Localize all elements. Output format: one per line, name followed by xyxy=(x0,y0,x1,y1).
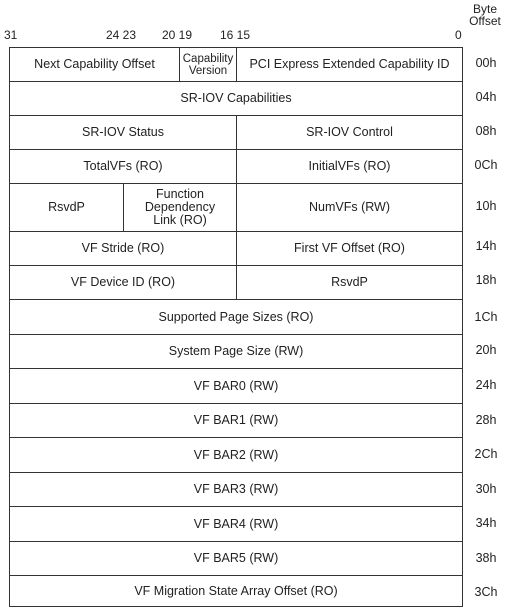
byte-offset-18h: 18h xyxy=(475,273,497,287)
sr-iov-control-field: SR-IOV Control xyxy=(236,116,462,149)
register-row-14h xyxy=(10,232,462,266)
register-row-34h xyxy=(10,507,462,542)
byte-offset-00h: 00h xyxy=(475,56,497,70)
byte-offset-14h: 14h xyxy=(475,239,497,253)
byte-offset-24h: 24h xyxy=(475,378,497,392)
vf-bar0-field: VF BAR0 (RW) xyxy=(193,378,279,393)
vf-bar1-field: VF BAR1 (RW) xyxy=(193,413,279,427)
bit-label-0: 0 xyxy=(455,28,462,42)
byte-offset-1ch: 1Ch xyxy=(474,310,498,324)
first-vf-offset-field: First VF Offset (RO) xyxy=(236,232,462,265)
register-row-2ch xyxy=(10,438,462,473)
register-row-1ch xyxy=(10,300,462,335)
pcie-extended-capability-id-field: PCI Express Extended Capability ID xyxy=(236,48,462,81)
byte-offset-30h: 30h xyxy=(475,482,497,496)
byte-offset-20h: 20h xyxy=(475,343,497,357)
register-row-18h xyxy=(10,266,462,300)
register-row-38h xyxy=(10,542,462,576)
register-row-24h xyxy=(10,369,462,404)
byte-offset-header-line2: Offset xyxy=(469,14,501,28)
vf-bar3-field: VF BAR3 (RW) xyxy=(193,482,279,496)
function-dependency-link-field: Function Dependency Link (RO) xyxy=(123,184,236,231)
system-page-size-field: System Page Size (RW) xyxy=(168,344,304,358)
bit-label-24-23: 24 23 xyxy=(106,28,137,42)
sr-iov-capabilities-field: SR-IOV Capabilities xyxy=(180,91,292,105)
vf-bar5-field: VF BAR5 (RW) xyxy=(193,551,279,565)
register-row-28h xyxy=(10,404,462,438)
byte-offset-38h: 38h xyxy=(475,551,497,565)
vf-bar4-field: VF BAR4 (RW) xyxy=(193,516,279,531)
byte-offset-0ch: 0Ch xyxy=(474,158,498,172)
register-row-20h xyxy=(10,335,462,369)
vf-stride-field: VF Stride (RO) xyxy=(81,241,165,255)
register-row-08h xyxy=(10,116,462,150)
byte-offset-08h: 08h xyxy=(475,124,497,138)
byte-offset-header-line1: Byte xyxy=(472,2,497,16)
register-row-00h xyxy=(10,48,462,82)
bit-label-16-15: 16 15 xyxy=(220,28,251,42)
rsvdp-field-18h: RsvdP xyxy=(236,266,462,299)
vf-bar2-field: VF BAR2 (RW) xyxy=(193,447,279,462)
initial-vfs-field: InitialVFs (RO) xyxy=(236,150,462,183)
byte-offset-10h: 10h xyxy=(475,199,497,213)
register-row-0ch xyxy=(10,150,462,184)
total-vfs-field: TotalVFs (RO) xyxy=(83,159,163,173)
byte-offset-04h: 04h xyxy=(475,90,497,104)
byte-offset-34h: 34h xyxy=(475,516,497,530)
register-row-30h xyxy=(10,473,462,507)
capability-version-field: Capability Version xyxy=(179,48,236,81)
byte-offset-28h: 28h xyxy=(475,413,497,427)
bit-label-20-19: 20 19 xyxy=(162,28,193,42)
rsvdp-field-10h: RsvdP xyxy=(48,200,85,214)
register-row-04h xyxy=(10,82,462,116)
next-capability-offset-field: Next Capability Offset xyxy=(34,57,155,71)
byte-offset-2ch: 2Ch xyxy=(474,447,498,461)
byte-offset-3ch: 3Ch xyxy=(474,585,498,599)
register-row-10h xyxy=(10,184,462,232)
supported-page-sizes-field: Supported Page Sizes (RO) xyxy=(158,309,314,324)
sr-iov-status-field: SR-IOV Status xyxy=(82,125,164,139)
register-row-3ch xyxy=(10,576,462,606)
vf-device-id-field: VF Device ID (RO) xyxy=(70,275,176,289)
vf-migration-state-array-offset-field: VF Migration State Array Offset (RO) xyxy=(134,583,338,598)
register-map xyxy=(9,47,463,607)
num-vfs-field: NumVFs (RW) xyxy=(236,184,462,231)
bit-label-31: 31 xyxy=(4,28,18,42)
